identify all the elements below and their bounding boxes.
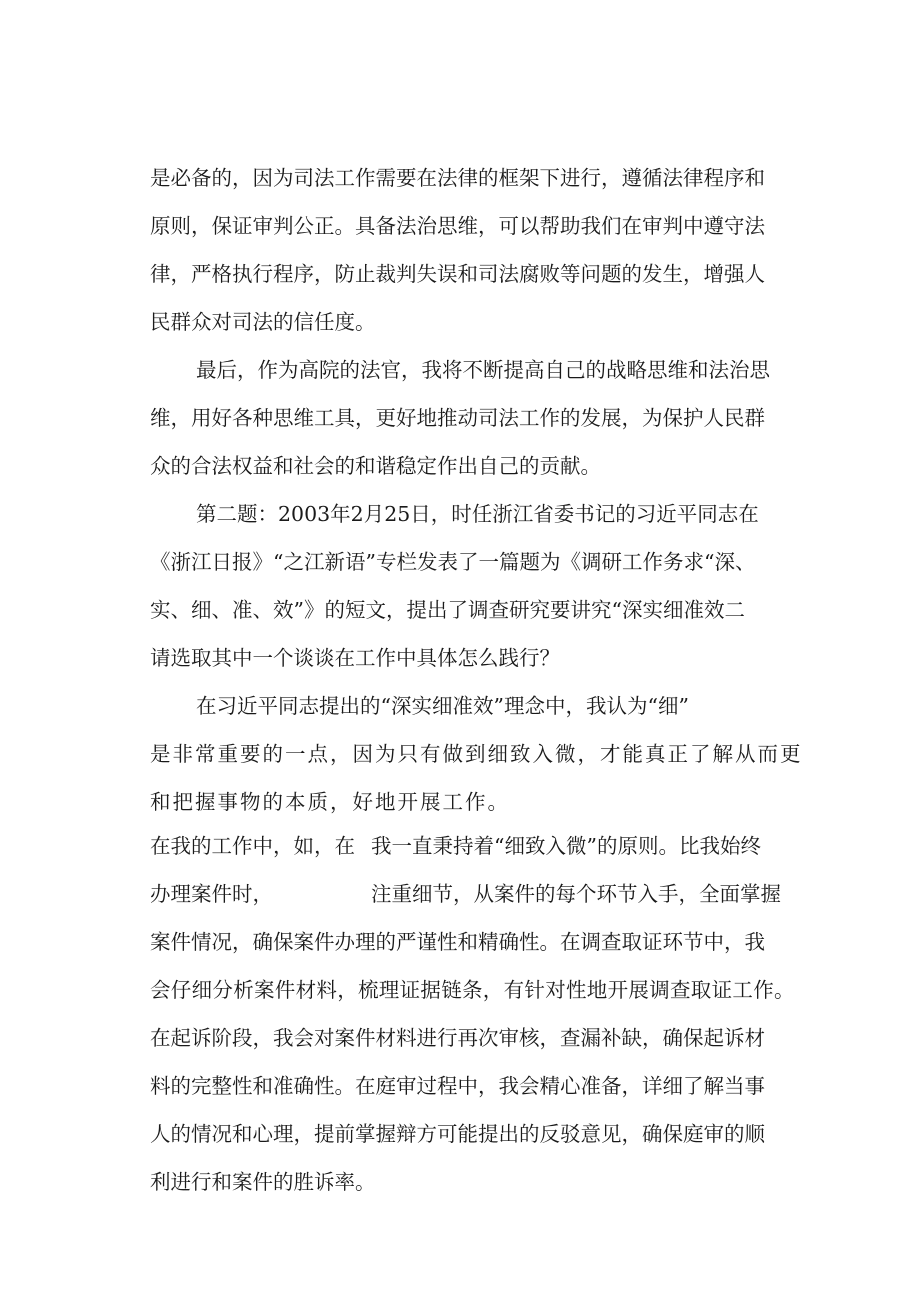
- paragraph-3-line-2: 《浙江日报》“之江新语”专栏发表了一篇题为《调研工作务求“深、: [150, 550, 756, 574]
- paragraph-3-line-4: 请选取其中一个谈谈在工作中具体怎么践行？: [150, 646, 560, 670]
- paragraph-4-line-10: 人的情况和心理，提前掌握辩方可能提出的反驳意见，确保庭审的顺: [150, 1122, 765, 1146]
- paragraph-4-line-11: 利进行和案件的胜诉率。: [150, 1170, 376, 1194]
- paragraph-4-line-4-right: 我一直秉持着“细致入微”的原则。比我始终: [371, 834, 761, 858]
- paragraph-4-line-9: 料的完整性和准确性。在庭审过程中，我会精心准备，详细了解当事: [150, 1074, 765, 1098]
- paragraph-1-line-2: 原则，保证审判公正。具备法治思维，可以帮助我们在审判中遵守法: [150, 214, 765, 238]
- paragraph-1-line-1: 是必备的，因为司法工作需要在法律的框架下进行，遵循法律程序和: [150, 166, 765, 190]
- paragraph-2-line-2: 维，用好各种思维工具，更好地推动司法工作的发展，为保护人民群: [150, 406, 765, 430]
- paragraph-1-line-4: 民群众对司法的信任度。: [150, 310, 376, 334]
- paragraph-4-line-6: 案件情况，确保案件办理的严谨性和精确性。在调查取证环节中，我: [150, 930, 765, 954]
- paragraph-4-line-5-left: 办理案件时，: [150, 882, 273, 906]
- paragraph-2-line-3: 众的合法权益和社会的和谐稳定作出自己的贡献。: [150, 454, 601, 478]
- paragraph-4-line-4-left: 在我的工作中，如，在: [150, 834, 355, 858]
- paragraph-4-line-5-right: 注重细节，从案件的每个环节入手，全面掌握: [371, 882, 781, 906]
- paragraph-4-line-8: 在起诉阶段，我会对案件材料进行再次审核，查漏补缺，确保起诉材: [150, 1026, 765, 1050]
- paragraph-4-line-7: 会仔细分析案件材料，梳理证据链条，有针对性地开展调查取证工作。: [150, 978, 795, 1002]
- paragraph-1-line-3: 律，严格执行程序，防止裁判失误和司法腐败等问题的发生，增强人: [150, 262, 765, 286]
- paragraph-3-line-3: 实、细、准、效”》的短文，提出了调查研究要讲究“深实细准效二: [150, 598, 745, 622]
- paragraph-3-line-1: 第二题：2003年2月25日，时任浙江省委书记的习近平同志在: [196, 502, 759, 526]
- paragraph-4-line-1: 在习近平同志提出的“深实细准效”理念中，我认为“细”: [196, 694, 689, 718]
- paragraph-2-line-1: 最后，作为高院的法官，我将不断提高自己的战略思维和法治思: [196, 358, 770, 382]
- paragraph-4-line-2: 是非常重要的一点，因为只有做到细致入微，才能真正了解从而更: [150, 742, 803, 766]
- paragraph-4-line-3: 和把握事物的本质，好地开展工作。: [150, 790, 510, 814]
